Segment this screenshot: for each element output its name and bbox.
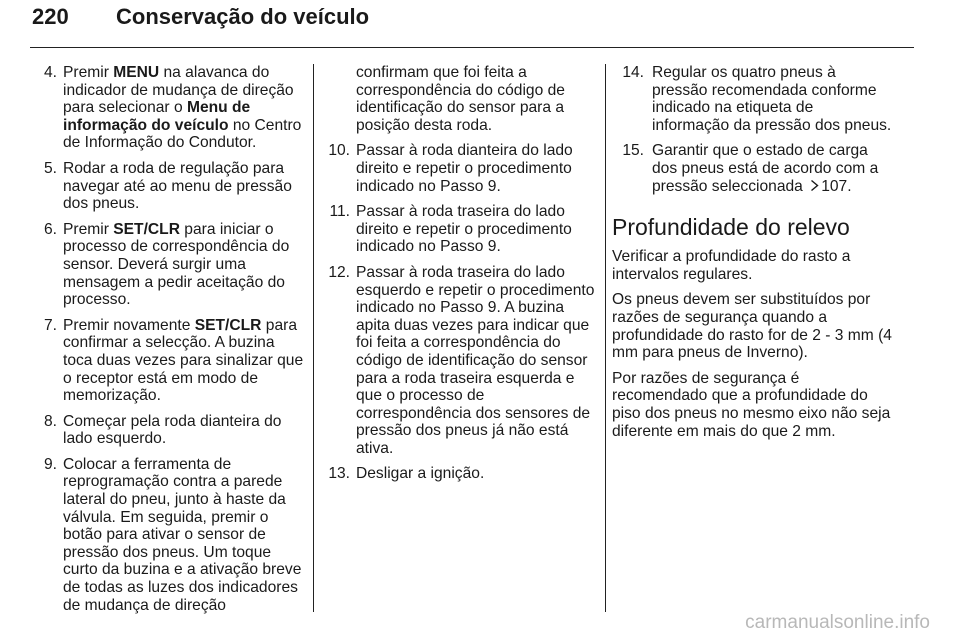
page-header [30,4,930,44]
control-name: MENU [113,64,160,81]
item-text: Desligar a ignição. [356,465,485,483]
page-reference[interactable]: 107. [821,177,852,195]
list-item [33,317,305,405]
list-item [33,456,305,614]
item-text: para iniciar o processo de correspondência do sensor. Deverá surgir uma mensagem a pedir aceitação do processo. [63,220,290,309]
list-item [326,142,596,195]
item-number: 15. [622,142,644,160]
list-item [326,465,596,483]
header-rule [30,47,914,48]
item-text: Rodar a roda de regulação para navegar até ao menu de pressão dos pneus. [63,159,292,213]
paragraph: Os pneus devem ser substituídos por razões de segurança quando a profundidade do rasto for de 2 - 3 mm (4 mm para pneus de Inverno). [612,291,892,362]
item-text: Premir [63,64,114,81]
column-1 [33,64,305,622]
page-number: 220 [32,4,69,29]
paragraph: Por razões de segurança é recomendado que a profundidade do piso dos pneus no mesmo eixo não seja diferente em mais do que 2 mm. [612,369,891,440]
paragraph: Verificar a profundidade do rasto a intervalos regulares. [612,248,851,283]
item-number: 10. [328,142,350,160]
item-text: para confirmar a selecção. A buzina toca duas vezes para sinalizar que o receptor está em modo de memorização. [63,316,304,405]
item-number: 8. [43,412,57,430]
item-number: 7. [43,316,57,334]
column-divider-1 [313,64,314,612]
column-2 [326,64,596,491]
item-text: confirmam que foi feita a correspondência do código de identificação do sensor para a posição desta roda. [356,64,565,134]
item-text: Passar à roda traseira do lado direito e repetir o procedimento indicado no Passo 9. [356,203,572,256]
list-item [326,203,596,256]
item-text: na alavanca do indicador de mudança de direção para selecionar o [63,64,294,117]
page-title: Conservação do veículo [116,4,370,29]
item-text: Passar à roda dianteira do lado direito e repetir o procedimento indicado no Passo 9. [356,142,573,195]
item-number: 6. [43,220,57,238]
list-item-continuation [326,64,596,134]
column-divider-2 [605,64,606,612]
item-text: Garantir que o estado de carga dos pneus está de acordo com a pressão seleccionada [652,142,879,195]
item-number: 14. [622,64,644,81]
list-item [33,64,305,152]
list-item [33,160,305,213]
list-item [612,142,892,196]
control-name: SET/CLR [113,220,180,238]
item-text: Regular os quatro pneus à pressão recomendada conforme indicado na etiqueta de informação da pressão dos pneus. [652,64,892,134]
item-number: 9. [43,455,57,473]
item-number: 12. [328,263,350,281]
item-text: Passar à roda traseira do lado esquerdo e repetir o procedimento indicado no Passo 9. A buzina apita duas vezes para indicar que foi feita a correspondência do código de identificação do sensor para a roda traseira esquerda e que o processo de correspondência dos sensores de pressão dos pneus já não está ativa. [356,263,595,457]
item-text: Colocar a ferramenta de reprogramação contra a parede lateral do pneu, junto à haste da válvula. Em seguida, premir o botão para ativar o sensor de pressão dos pneus. Um toque curto da buzina e a ativação breve de todas as luzes dos indicadores de mudança de direção [63,455,302,614]
item-text: Premir [63,220,114,238]
page-reference-arrow-icon[interactable] [810,179,819,197]
list-item [326,264,596,458]
menu-name: Menu de informação do veículo [63,99,251,134]
control-name: SET/CLR [194,316,262,334]
item-text: no Centro de Informação do Condutor. [63,116,302,152]
item-number: 4. [43,64,57,81]
item-number: 13. [328,465,350,483]
list-item [33,221,305,309]
watermark: carmanualsonline.info [745,612,930,633]
item-text: Começar pela roda dianteira do lado esquerdo. [63,412,282,448]
list-item [33,413,305,448]
item-number: 11. [329,203,350,221]
list-item [612,64,892,134]
item-number: 5. [43,159,57,177]
section-heading: Profundidade do relevo [612,214,850,241]
column-3 [612,64,892,448]
item-text: Premir novamente [63,316,195,334]
